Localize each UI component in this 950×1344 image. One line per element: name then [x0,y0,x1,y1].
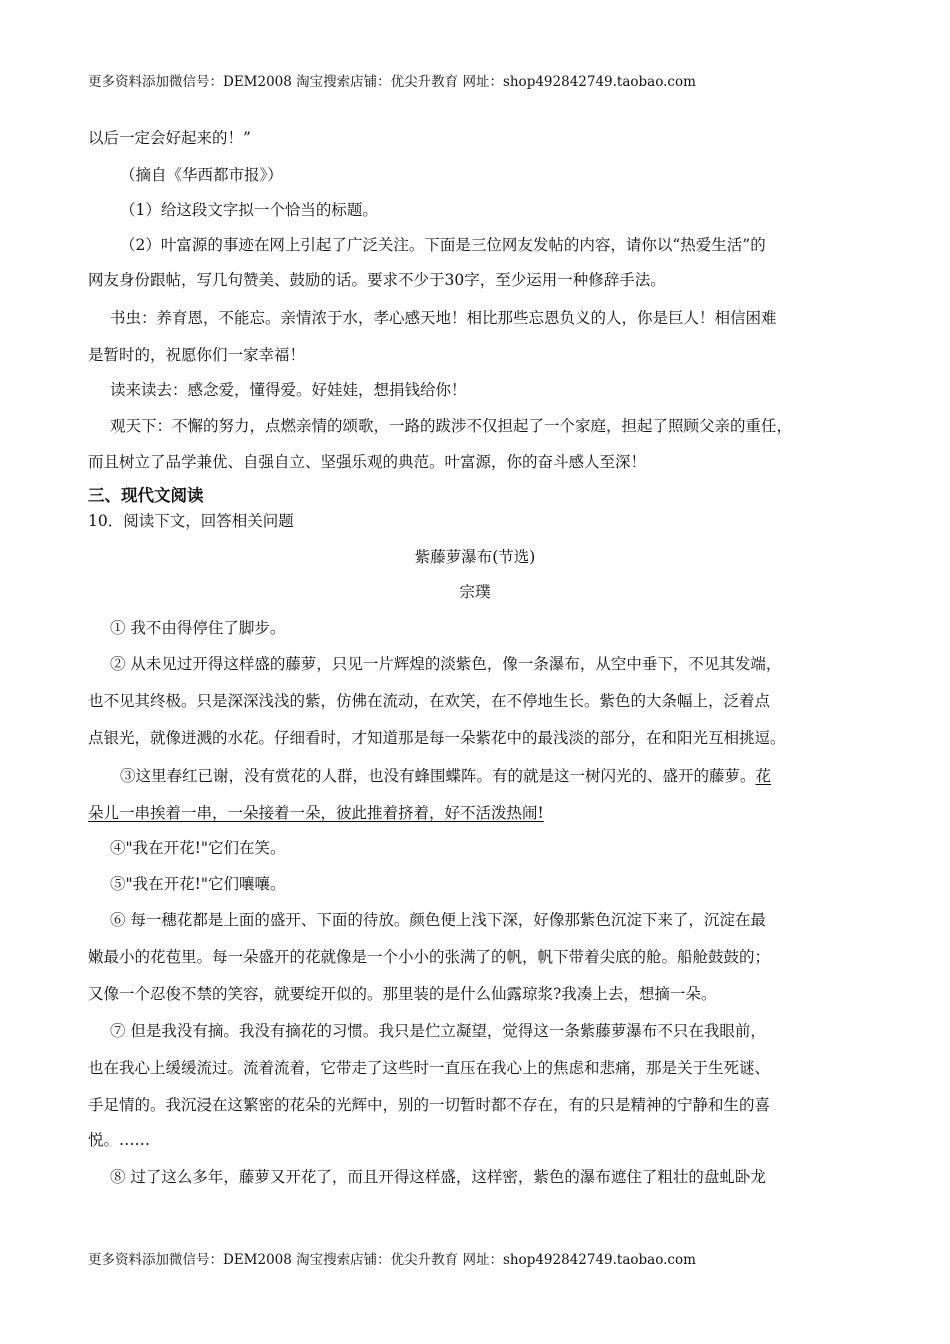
text-line: 也在我心上缓缓流过。流着流着，它带走了这些时一直压在我心上的焦虑和悲痛，那是关于生死谜、 [88,1059,771,1077]
question-10: 10．阅读下文，回答相关问题 [88,512,294,530]
paragraph-8: ⑧ 过了这么多年，藤萝又开花了，而且开得这样盛，这样密，紫色的瀑布遮住了粗壮的盘虬卧龙 [110,1168,766,1186]
paragraph-5: ⑤"我在开花!"它们嚷嚷。 [110,875,286,893]
netizen-post-dulaiduqu: 读来读去：感念爱，懂得爱。好娃娃，想捐钱给你！ [110,381,467,399]
text-line: 网友身份跟帖，写几句赞美、鼓励的话。要求不少于30字，至少运用一种修辞手法。 [88,271,666,289]
paragraph-4: ④"我在开花!"它们在笑。 [110,839,286,857]
text-line: 悦。…… [88,1131,151,1149]
text-line: 点银光，就像迸溅的水花。仔细看时，才知道那是每一朵紫花中的最浅淡的部分，在和阳光互相挑逗。 [88,729,786,747]
article-title: 紫藤萝瀑布(节选) [414,548,536,566]
netizen-post-shuchong: 书虫：养育恩，不能忘。亲情浓于水，孝心感天地！相比那些忘恩负义的人，你是巨人！相信困难 [110,309,777,327]
text-line: 以后一定会好起来的！” [88,129,251,147]
text-line: 手足情的。我沉浸在这繁密的花朵的光辉中，别的一切暂时都不存在，有的只是精神的宁静和生的喜 [88,1096,771,1114]
text-line: 嫩最小的花苞里。每一朵盛开的花就像是一个小小的张满了的帆，帆下带着尖底的舱。船舱鼓鼓的； [88,948,771,966]
question-2: （2）叶富源的事迹在网上引起了广泛关注。下面是三位网友发帖的内容，请你以“热爱生活”的 [120,236,766,254]
text-line: 是暂时的，祝愿你们一家幸福！ [88,346,306,364]
source-citation: （摘自《华西都市报》） [120,166,283,184]
underlined-sentence: 朵儿一串挨着一串，一朵接着一朵，彼此推着挤着，好不活泼热闹! [88,804,544,822]
text-line: 又像一个忍俊不禁的笑容，就要绽开似的。那里装的是什么仙露琼浆?我凑上去，想摘一朵。 [88,985,717,1003]
text-span: ③这里春红已谢，没有赏花的人群，也没有蜂围蝶阵。有的就是这一树闪光的、盛开的藤萝。 [120,767,756,785]
question-1: （1）给这段文字拟一个恰当的标题。 [120,201,378,219]
paragraph-1: ① 我不由得停住了脚步。 [110,619,286,637]
text-line: 而且树立了品学兼优、自强自立、坚强乐观的典范。叶富源，你的奋斗感人至深！ [88,453,647,471]
paragraph-3 [120,766,771,786]
paragraph-2: ② 从未见过开得这样盛的藤萝，只见一片辉煌的淡紫色，像一条瀑布，从空中垂下，不见其发端， [110,655,782,673]
netizen-post-guantianxia: 观天下：不懈的努力，点燃亲情的颂歌，一路的跋涉不仅担起了一个家庭，担起了照顾父亲的重任， [110,417,793,435]
text-line: 也不见其终极。只是深深浅浅的紫，仿佛在流动，在欢笑，在不停地生长。紫色的大条幅上，泛着点 [88,692,771,710]
page-footer: 更多资料添加微信号：DEM2008 淘宝搜索店铺：优尖升教育 网址：shop492842749.taobao.com [88,1252,696,1268]
article-author: 宗璞 [459,583,491,601]
underlined-sentence: 花 [755,767,772,785]
paragraph-6: ⑥ 每一穗花都是上面的盛开、下面的待放。颜色便上浅下深，好像那紫色沉淀下来了，沉淀在最 [110,911,766,929]
page-header: 更多资料添加微信号：DEM2008 淘宝搜索店铺：优尖升教育 网址：shop492842749.taobao.com [88,74,696,90]
paragraph-7: ⑦ 但是我没有摘。我没有摘花的习惯。我只是伫立凝望，觉得这一条紫藤萝瀑布不只在我眼前， [110,1022,766,1040]
section-heading: 三、现代文阅读 [88,486,204,505]
